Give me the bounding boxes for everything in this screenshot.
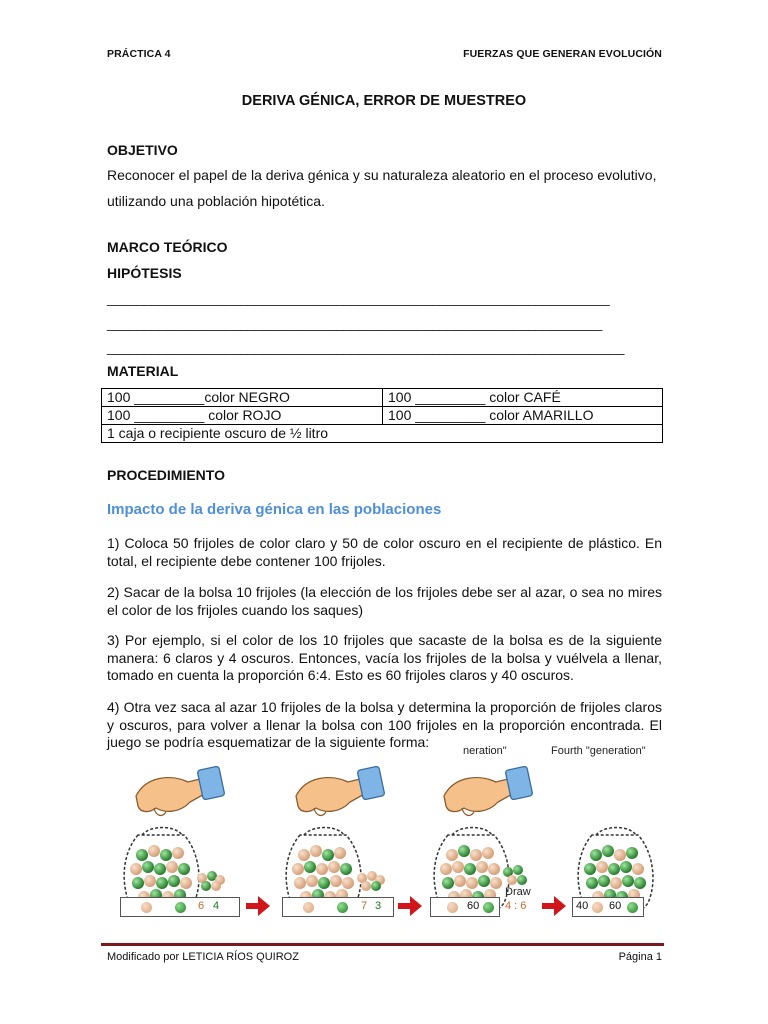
dark-count: 3 [375, 900, 382, 912]
drift-diagram [104, 760, 664, 920]
ratio-tray [282, 897, 394, 917]
light-count: 6 [198, 900, 205, 912]
light-bean-icon [592, 902, 603, 913]
step-2: 2) Sacar de la bolsa 10 frijoles (la elección de los frijoles debe ser al azar, o sea no mires el color de los frijoles cuando los saques) [107, 584, 662, 618]
step-1: 1) Coloca 50 frijoles de color claro y 50 de color oscuro en el recipiente de plástico. En total, el recipiente debe contener 100 frijoles. [107, 535, 662, 569]
material-cell: 1 caja o recipiente oscuro de ½ litro [102, 425, 663, 443]
section-subtitle: Impacto de la deriva génica en las poblaciones [107, 501, 442, 518]
light-bean-icon [303, 902, 314, 913]
marco-heading: MARCO TEÓRICO [107, 239, 228, 255]
figure-caption-4: Fourth "generation" [551, 745, 646, 757]
arrow-right-icon [246, 896, 270, 916]
hand-icon [136, 766, 225, 815]
light-count: 60 [467, 900, 480, 912]
drift-illustration [104, 760, 664, 920]
ratio-tray [120, 897, 240, 917]
material-cell: 100 _________color NEGRO [102, 389, 383, 407]
header-left: PRÁCTICA 4 [107, 48, 171, 60]
dark-bean-icon [175, 902, 186, 913]
footer-author: Modificado por LETICIA RÍOS QUIROZ [107, 951, 299, 963]
ratio-text: 4 : 6 [505, 900, 527, 912]
light-count: 40 [576, 900, 589, 912]
draw-label: Draw [505, 886, 531, 898]
material-table [101, 388, 663, 443]
figure-caption-3: neration" [463, 745, 507, 757]
hand-icon [296, 766, 385, 815]
objetivo-line-2: utilizando una población hipotética. [107, 193, 325, 209]
header-right: FUERZAS QUE GENERAN EVOLUCIÓN [463, 48, 662, 60]
hipotesis-blank-line: ______________________________________________________________________ [107, 339, 625, 355]
arrow-right-icon [398, 896, 422, 916]
arrow-right-icon [542, 896, 566, 916]
page-title: DERIVA GÉNICA, ERROR DE MUESTREO [241, 93, 527, 109]
step-4: 4) Otra vez saca al azar 10 frijoles de la bolsa y determina la proporción de frijoles claros y oscuros, para volver a llenar la bolsa con 100 frijoles en la proporción encontrada. El juego se podría esquematizar de la siguiente forma: [107, 699, 662, 750]
objetivo-line-1: Reconocer el papel de la deriva génica y su naturaleza aleatorio en el proceso evolutivo, [107, 167, 657, 183]
dark-count: 60 [609, 900, 622, 912]
page-number: Página 1 [618, 951, 662, 963]
light-bean-icon [447, 902, 458, 913]
objetivo-heading: OBJETIVO [107, 142, 178, 158]
hand-icon [444, 766, 533, 815]
dark-count: 4 [213, 900, 220, 912]
ratio-tray [572, 897, 644, 917]
step-3: 3) Por ejemplo, si el color de los 10 frijoles que sacaste de la bolsa es de la siguiente manera: 6 claros y 4 oscuros. Entonces, vacía los frijoles de la bolsa y vuélvela a llenar, tomado en cuenta la proporción 6:4. Esto es 60 frijoles claros y 40 oscuros. [107, 632, 662, 683]
material-heading: MATERIAL [107, 363, 179, 379]
light-bean-icon [141, 902, 152, 913]
ratio-tray [430, 897, 500, 917]
material-cell: 100 _________ color AMARILLO [383, 407, 663, 425]
hipotesis-heading: HIPÓTESIS [107, 265, 182, 281]
dark-bean-icon [483, 902, 494, 913]
footer-rule [101, 943, 664, 946]
hipotesis-blank-line: ___________________________________________________________________ [107, 315, 602, 331]
light-count: 7 [361, 900, 368, 912]
dark-bean-icon [627, 902, 638, 913]
hipotesis-blank-line: ____________________________________________________________________ [107, 290, 610, 306]
material-cell: 100 _________ color ROJO [102, 407, 383, 425]
procedimiento-heading: PROCEDIMIENTO [107, 467, 225, 483]
sample-pile [197, 871, 225, 891]
dark-bean-icon [337, 902, 348, 913]
material-cell: 100 _________ color CAFÉ [383, 389, 663, 407]
